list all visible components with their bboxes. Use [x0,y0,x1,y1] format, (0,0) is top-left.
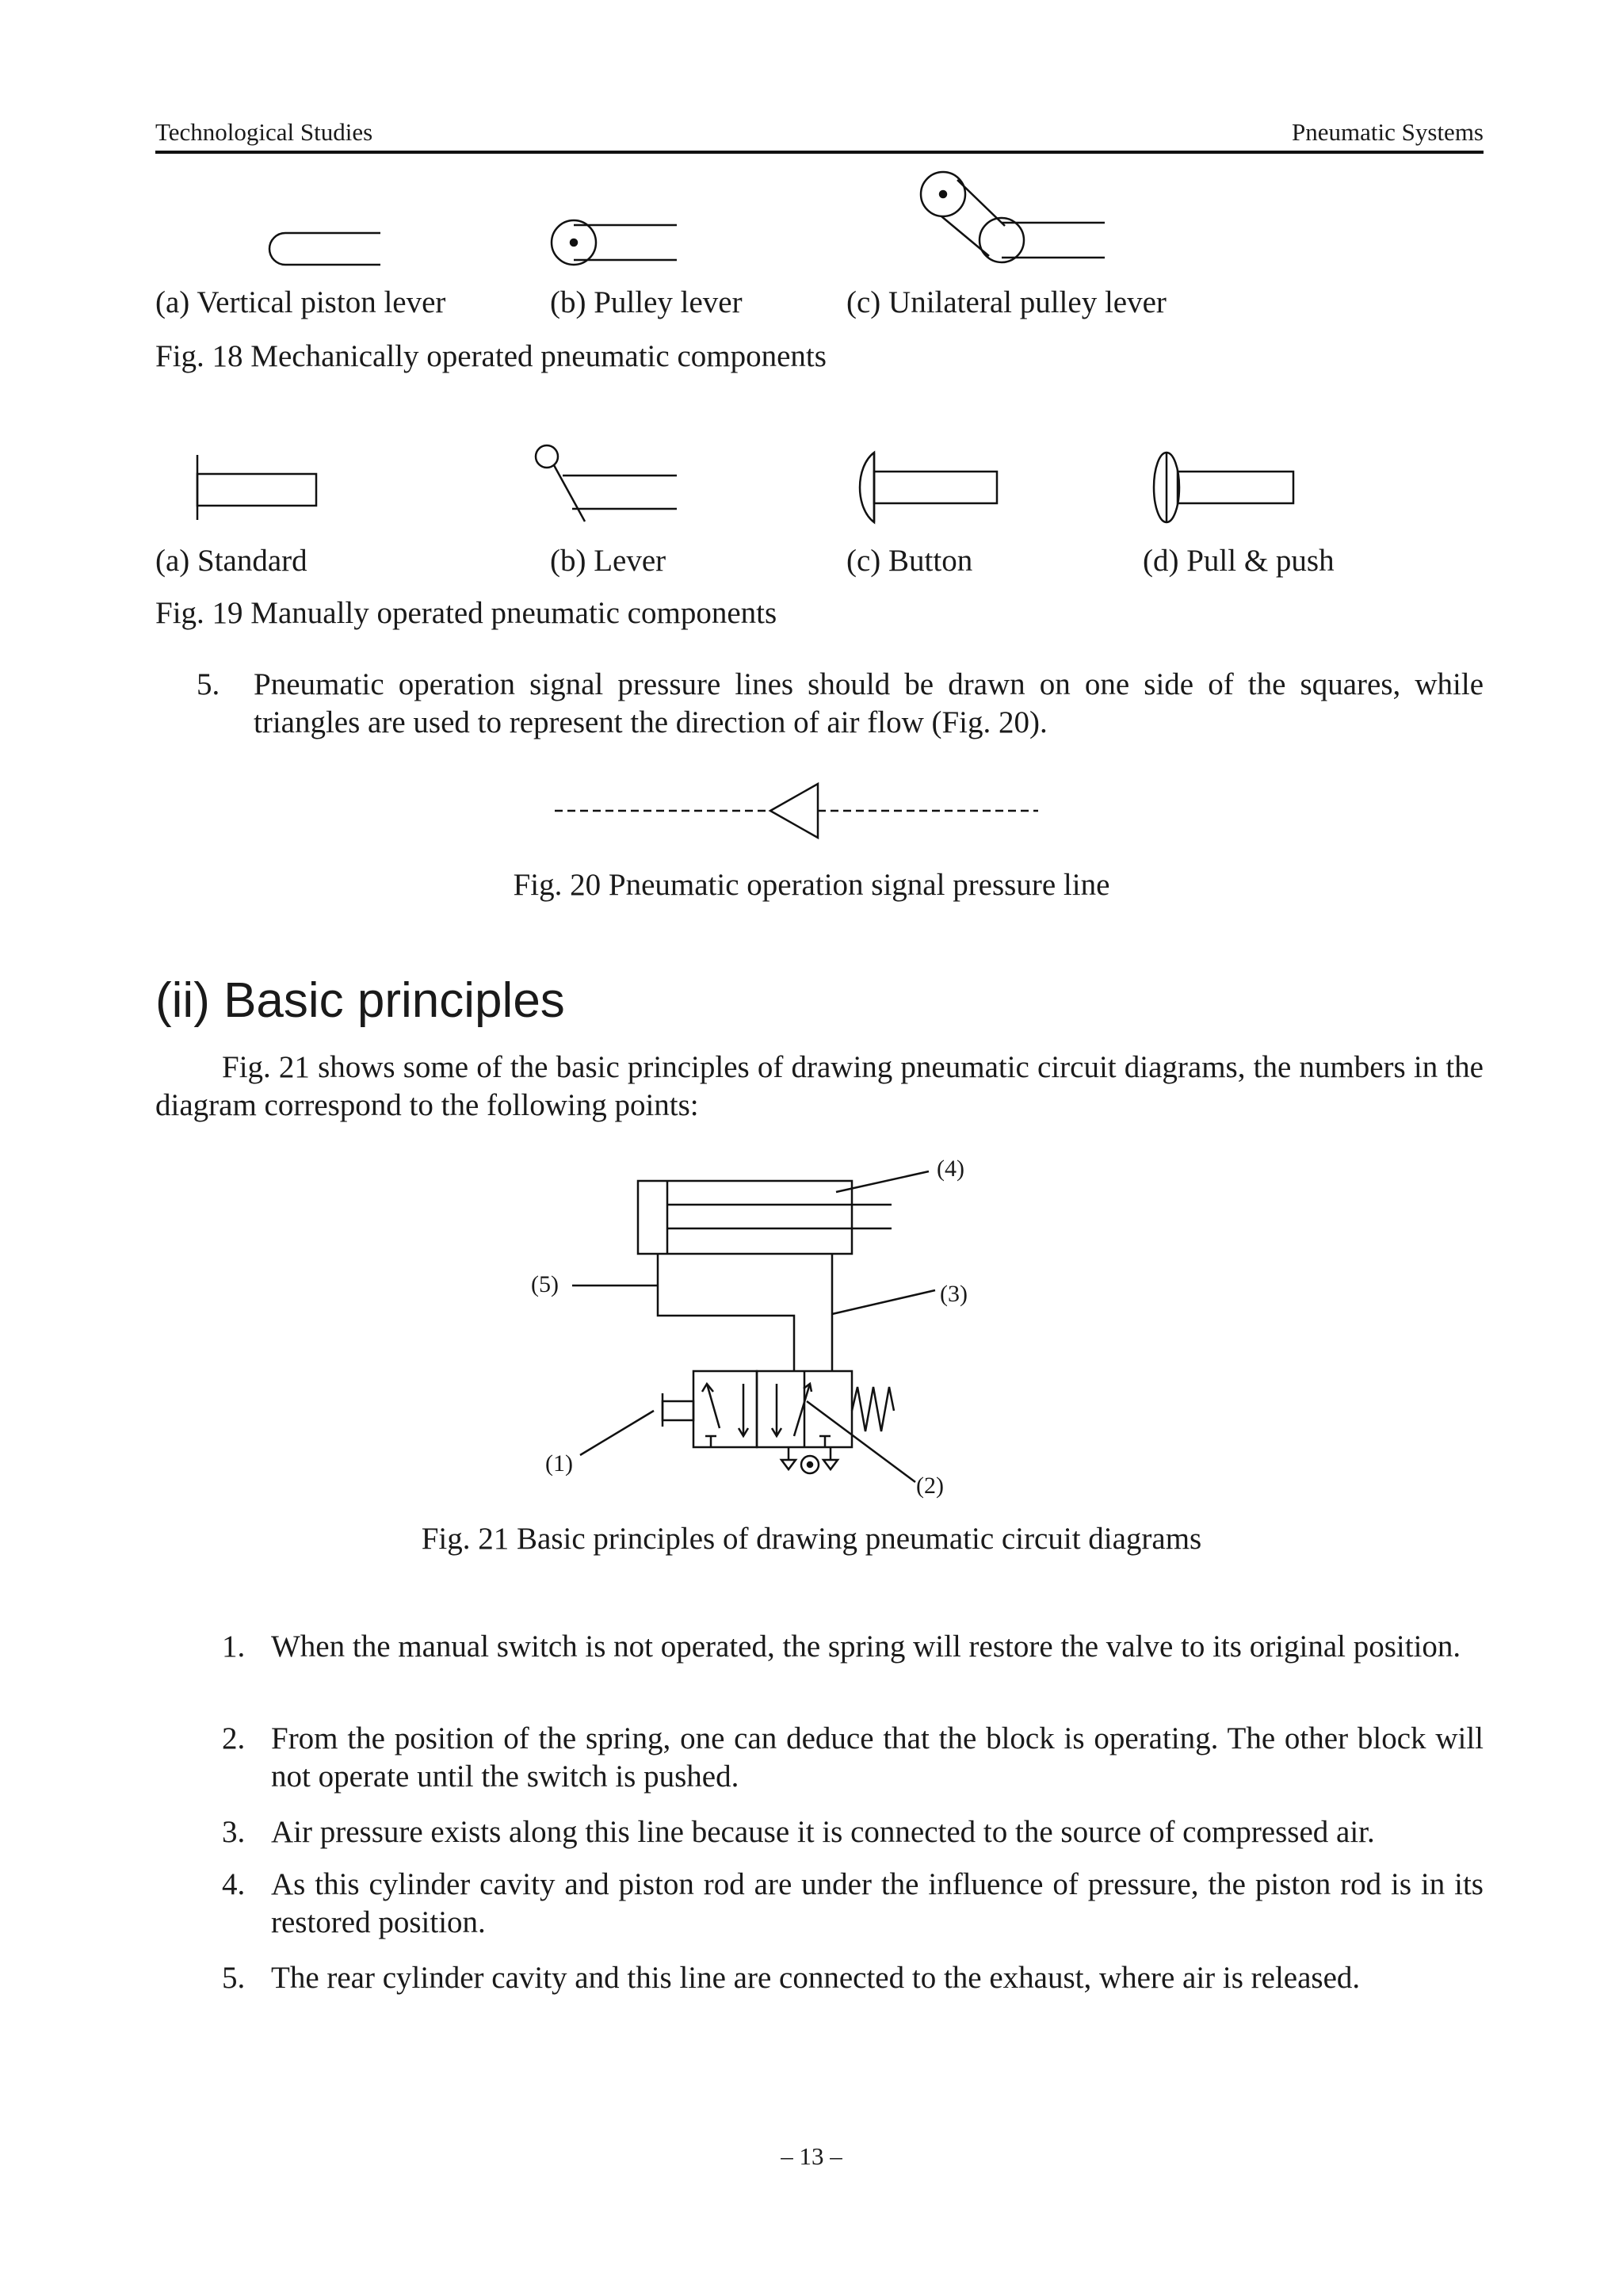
list-item [222,1866,1484,1945]
list-item-number: 5. [222,1961,246,1995]
fig19-label-c: (c) Button [846,544,973,578]
pulley-lever-symbol [550,219,685,266]
list-item-number: 4. [222,1867,246,1901]
list-item-number: 1. [222,1629,246,1664]
standard-manual-symbol [194,452,321,523]
fig20-caption: Fig. 20 Pneumatic operation signal pressure line [513,868,1110,902]
section-heading: (ii) Basic principles [155,973,565,1028]
list-item [222,1959,1484,1999]
fig21-callout-5: (5) [531,1271,559,1297]
list-item-text: As this cylinder cavity and piston rod are under the influence of pressure, the piston rod is in its restored position. [271,1867,1484,1939]
unilateral-pulley-lever-symbol [919,170,1109,273]
header-rule [155,151,1484,154]
fig21-callout-2: (2) [916,1473,944,1499]
fig21-caption: Fig. 21 Basic principles of drawing pneumatic circuit diagrams [421,1522,1202,1556]
signal-pressure-line-symbol [555,781,1046,844]
lever-manual-symbol [533,444,683,527]
list-item-text: Pneumatic operation signal pressure lines should be drawn on one side of the squares, while triangles are used to represent the direction of air flow (Fig. 20). [254,667,1484,739]
list-item-number: 2. [222,1721,246,1755]
fig18-caption: Fig. 18 Mechanically operated pneumatic components [155,339,827,373]
fig19-label-a: (a) Standard [155,544,307,578]
list-item-text: When the manual switch is not operated, the spring will restore the valve to its original position. [271,1629,1461,1664]
list-item-text: From the position of the spring, one can deduce that the block is operating. The other block will not operate until the switch is pushed. [271,1721,1484,1794]
list-item-number: 5. [197,667,220,701]
list-item-number: 3. [222,1815,246,1849]
fig21-callout-4: (4) [937,1156,964,1182]
section-intro-paragraph: Fig. 21 shows some of the basic principles of drawing pneumatic circuit diagrams, the numbers in the diagram correspond to the following points: [155,1050,1484,1122]
fig18-label-c: (c) Unilateral pulley lever [846,285,1167,319]
fig19-label-b: (b) Lever [550,544,666,578]
running-header-right: Pneumatic Systems [1292,118,1484,146]
list-item-text: The rear cylinder cavity and this line are connected to the exhaust, where air is released. [271,1961,1361,1995]
vertical-piston-lever-symbol [262,230,388,269]
fig18-label-b: (b) Pulley lever [550,285,743,319]
fig21-callout-3: (3) [940,1281,968,1307]
fig18-label-a: (a) Vertical piston lever [155,285,446,319]
list-item [222,1720,1484,1799]
pneumatic-circuit-diagram [515,1149,991,1506]
fig19-label-d: (d) Pull & push [1143,544,1335,578]
fig21-callout-1: (1) [545,1450,573,1477]
list-item [222,1628,1484,1707]
list-item [222,1813,1484,1853]
fig19-caption: Fig. 19 Manually operated pneumatic components [155,596,777,630]
running-header-left: Technological Studies [155,118,373,146]
pull-push-manual-symbol [1149,448,1300,527]
list-item-text: Air pressure exists along this line because it is connected to the source of compressed air. [271,1815,1375,1849]
page-number: – 13 – [781,2142,842,2170]
button-manual-symbol [852,448,1002,527]
list-item-signal-lines [197,666,1484,745]
